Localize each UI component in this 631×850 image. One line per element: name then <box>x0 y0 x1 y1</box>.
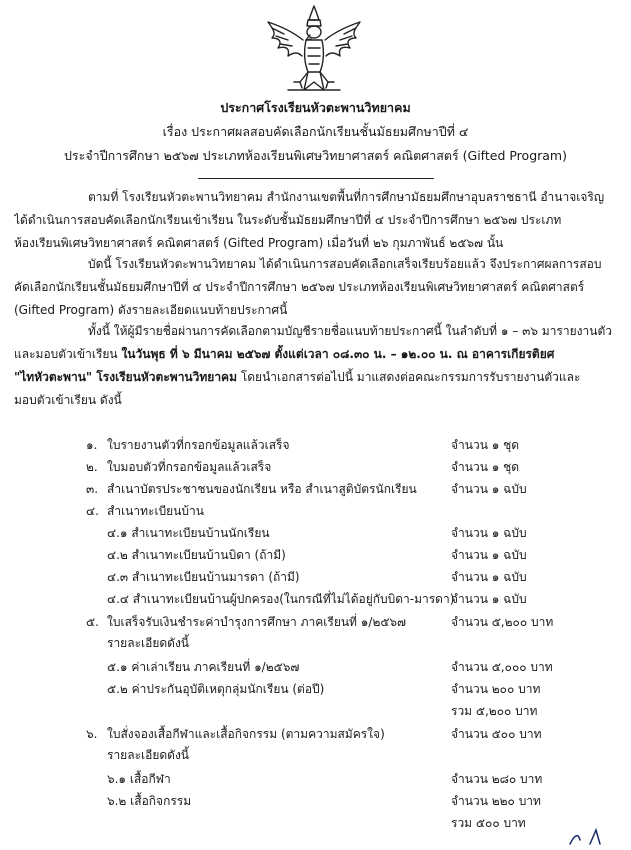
item-text: ๔.๒ สำเนาทะเบียนบ้านบิดา (ถ้ามี) <box>107 548 286 562</box>
paragraph-3-line <box>14 366 614 389</box>
item-quantity: จำนวน ๒๐๐ บาท <box>451 682 541 696</box>
list-item <box>0 611 631 634</box>
item-number: ๑. <box>86 438 98 452</box>
item-total: รวม ๕,๒๐๐ บาท <box>451 704 538 718</box>
item-number: ๕. <box>86 615 99 629</box>
item-number: ๔. <box>86 504 99 518</box>
item-quantity: จำนวน ๕๐๐ บาท <box>451 727 542 741</box>
item-text: ๖.๒ เสื้อกิจกรรม <box>107 794 192 808</box>
item-text: ใบรายงานตัวที่กรอกข้อมูลแล้วเสร็จ <box>107 438 290 452</box>
garuda-emblem-graphic <box>258 2 370 94</box>
item-total: รวม ๕๐๐ บาท <box>451 816 526 830</box>
item-quantity: จำนวน ๑ ฉบับ <box>451 482 527 496</box>
item-quantity: จำนวน ๒๒๐ บาท <box>451 794 541 808</box>
item-text: ๔.๓ สำเนาทะเบียนบ้านมารดา (ถ้ามี) <box>107 570 300 584</box>
item-text: ๕.๑ ค่าเล่าเรียน ภาคเรียนที่ ๑/๒๕๖๗ <box>107 660 300 674</box>
item-quantity: จำนวน ๑ ฉบับ <box>451 548 527 562</box>
item-text: รายละเอียดดังนี้ <box>107 636 190 650</box>
paragraph-2-line: (Gifted Program) ดังรายละเอียดแนบท้ายประกาศนี้ <box>14 303 288 317</box>
item-quantity: จำนวน ๑ ชุด <box>451 460 520 474</box>
report-venue: "ไทหัวตะพาน" โรงเรียนหัวตะพานวิทยาคม <box>14 370 237 384</box>
item-quantity: จำนวน ๕,๐๐๐ บาท <box>451 660 553 674</box>
paragraph-2-line: คัดเลือกนักเรียนชั้นมัธยมศึกษาปีที่ ๔ ประจำปีการศึกษา ๒๕๖๗ ประเภทห้องเรียนพิเศษวิทยาศาสตร์ คณิตศาสตร์ <box>14 280 585 294</box>
paragraph-1-line: ห้องเรียนพิเศษวิทยาศาสตร์ คณิตศาสตร์ (Gifted Program) เมื่อวันที่ ๒๖ กุมภาพันธ์ ๒๕๖๗ นั้น <box>14 236 504 250</box>
item-number: ๖. <box>86 727 98 741</box>
item-number: ๓. <box>86 482 99 496</box>
item-quantity: จำนวน ๒๘๐ บาท <box>451 772 543 786</box>
item-text: ๔.๑ สำเนาทะเบียนบ้านนักเรียน <box>107 526 270 540</box>
list-item <box>0 456 631 479</box>
list-item <box>0 812 631 835</box>
list-item <box>0 500 631 523</box>
signature-stroke <box>560 826 620 846</box>
list-item <box>0 700 631 723</box>
item-text: รายละเอียดดังนี้ <box>107 748 190 762</box>
list-item <box>0 656 631 679</box>
report-date-time: ในวันพุธ ที่ ๖ มีนาคม ๒๕๖๗ ตั้งแต่เวลา ๐๘.๓๐ น. – ๑๒.๐๐ น. ณ อาคารเกียรติยศ <box>121 347 555 361</box>
paragraph-3-line <box>14 343 614 366</box>
item-quantity: จำนวน ๑ ชุด <box>451 438 520 452</box>
item-text: สำเนาทะเบียนบ้าน <box>107 504 204 518</box>
item-text: ๕.๒ ค่าประกันอุบัติเหตุกลุ่มนักเรียน (ต่อปี) <box>107 682 325 696</box>
list-item <box>0 434 631 457</box>
list-item <box>0 544 631 567</box>
signature-mark <box>560 826 620 846</box>
list-item <box>0 744 631 767</box>
paragraph-3-text: โดยนำเอกสารต่อไปนี้ มาแสดงต่อคณะกรรมการรับรายงานตัวและ <box>237 370 581 384</box>
paragraph-3-text: และมอบตัวเข้าเรียน <box>14 347 122 361</box>
item-number: ๒. <box>86 460 98 474</box>
item-text: ใบเสร็จรับเงินชำระค่าบำรุงการศึกษา ภาคเรียนที่ ๑/๒๕๖๗ <box>107 615 407 629</box>
list-item <box>0 723 631 746</box>
item-quantity: จำนวน ๑ ฉบับ <box>451 526 527 540</box>
paragraph-2 <box>14 253 614 322</box>
paragraph-3 <box>14 320 614 412</box>
item-text: สำเนาบัตรประชาชนของนักเรียน หรือ สำเนาสูติบัตรนักเรียน <box>107 482 417 496</box>
item-quantity: จำนวน ๕,๒๐๐ บาท <box>451 615 554 629</box>
list-item <box>0 588 631 611</box>
item-text: ๖.๑ เสื้อกีฬา <box>107 772 171 786</box>
paragraph-1-line: ได้ดำเนินการสอบคัดเลือกนักเรียนเข้าเรียน ในระดับชั้นมัธยมศึกษาปีที่ ๔ ประจำปีการศึกษา ๒๕๖๗ ประเภท <box>14 213 562 227</box>
garuda-emblem <box>258 2 370 94</box>
item-text: ใบมอบตัวที่กรอกข้อมูลแล้วเสร็จ <box>107 460 272 474</box>
item-text: ใบสั่งจองเสื้อกีฬาและเสื้อกิจกรรม (ตามความสมัครใจ) <box>107 727 385 741</box>
list-item <box>0 566 631 589</box>
announcement-subtitle: ประจำปีการศึกษา ๒๕๖๗ ประเภทห้องเรียนพิเศษวิทยาศาสตร์ คณิตศาสตร์ (Gifted Program) <box>64 148 567 163</box>
item-quantity: จำนวน ๑ ฉบับ <box>451 570 527 584</box>
list-item <box>0 522 631 545</box>
announcement-title: ประกาศโรงเรียนหัวตะพานวิทยาคม <box>220 100 411 115</box>
title-divider <box>198 178 434 179</box>
announcement-subject: เรื่อง ประกาศผลสอบคัดเลือกนักเรียนชั้นมัธยมศึกษาปีที่ ๔ <box>162 124 469 139</box>
item-text: ๔.๔ สำเนาทะเบียนบ้านผู้ปกครอง(ในกรณีที่ไม่ได้อยู่กับบิดา-มารดา) <box>107 592 455 606</box>
paragraph-1-line: ตามที่ โรงเรียนหัวตะพานวิทยาคม สำนักงานเขตพื้นที่การศึกษามัธยมศึกษาอุบลราชธานี อำนาจเจริญ <box>88 190 605 204</box>
list-item <box>0 678 631 701</box>
list-item <box>0 632 631 655</box>
list-item <box>0 768 631 791</box>
paragraph-1 <box>14 186 614 255</box>
paragraph-3-line: ทั้งนี้ ให้ผู้มีรายชื่อผ่านการคัดเลือกตามบัญชีรายชื่อแนบท้ายประกาศนี้ ในลำดับที่ ๑ – ๓๖ มารายงานตัว <box>88 324 612 338</box>
paragraph-2-line: บัดนี้ โรงเรียนหัวตะพานวิทยาคม ได้ดำเนินการสอบคัดเลือกเสร็จเรียบร้อยแล้ว จึงประกาศผลการสอบ <box>88 257 602 271</box>
paragraph-3-line: มอบตัวเข้าเรียน ดังนี้ <box>14 393 122 407</box>
item-quantity: จำนวน ๑ ฉบับ <box>451 592 527 606</box>
list-item <box>0 478 631 501</box>
list-item <box>0 790 631 813</box>
